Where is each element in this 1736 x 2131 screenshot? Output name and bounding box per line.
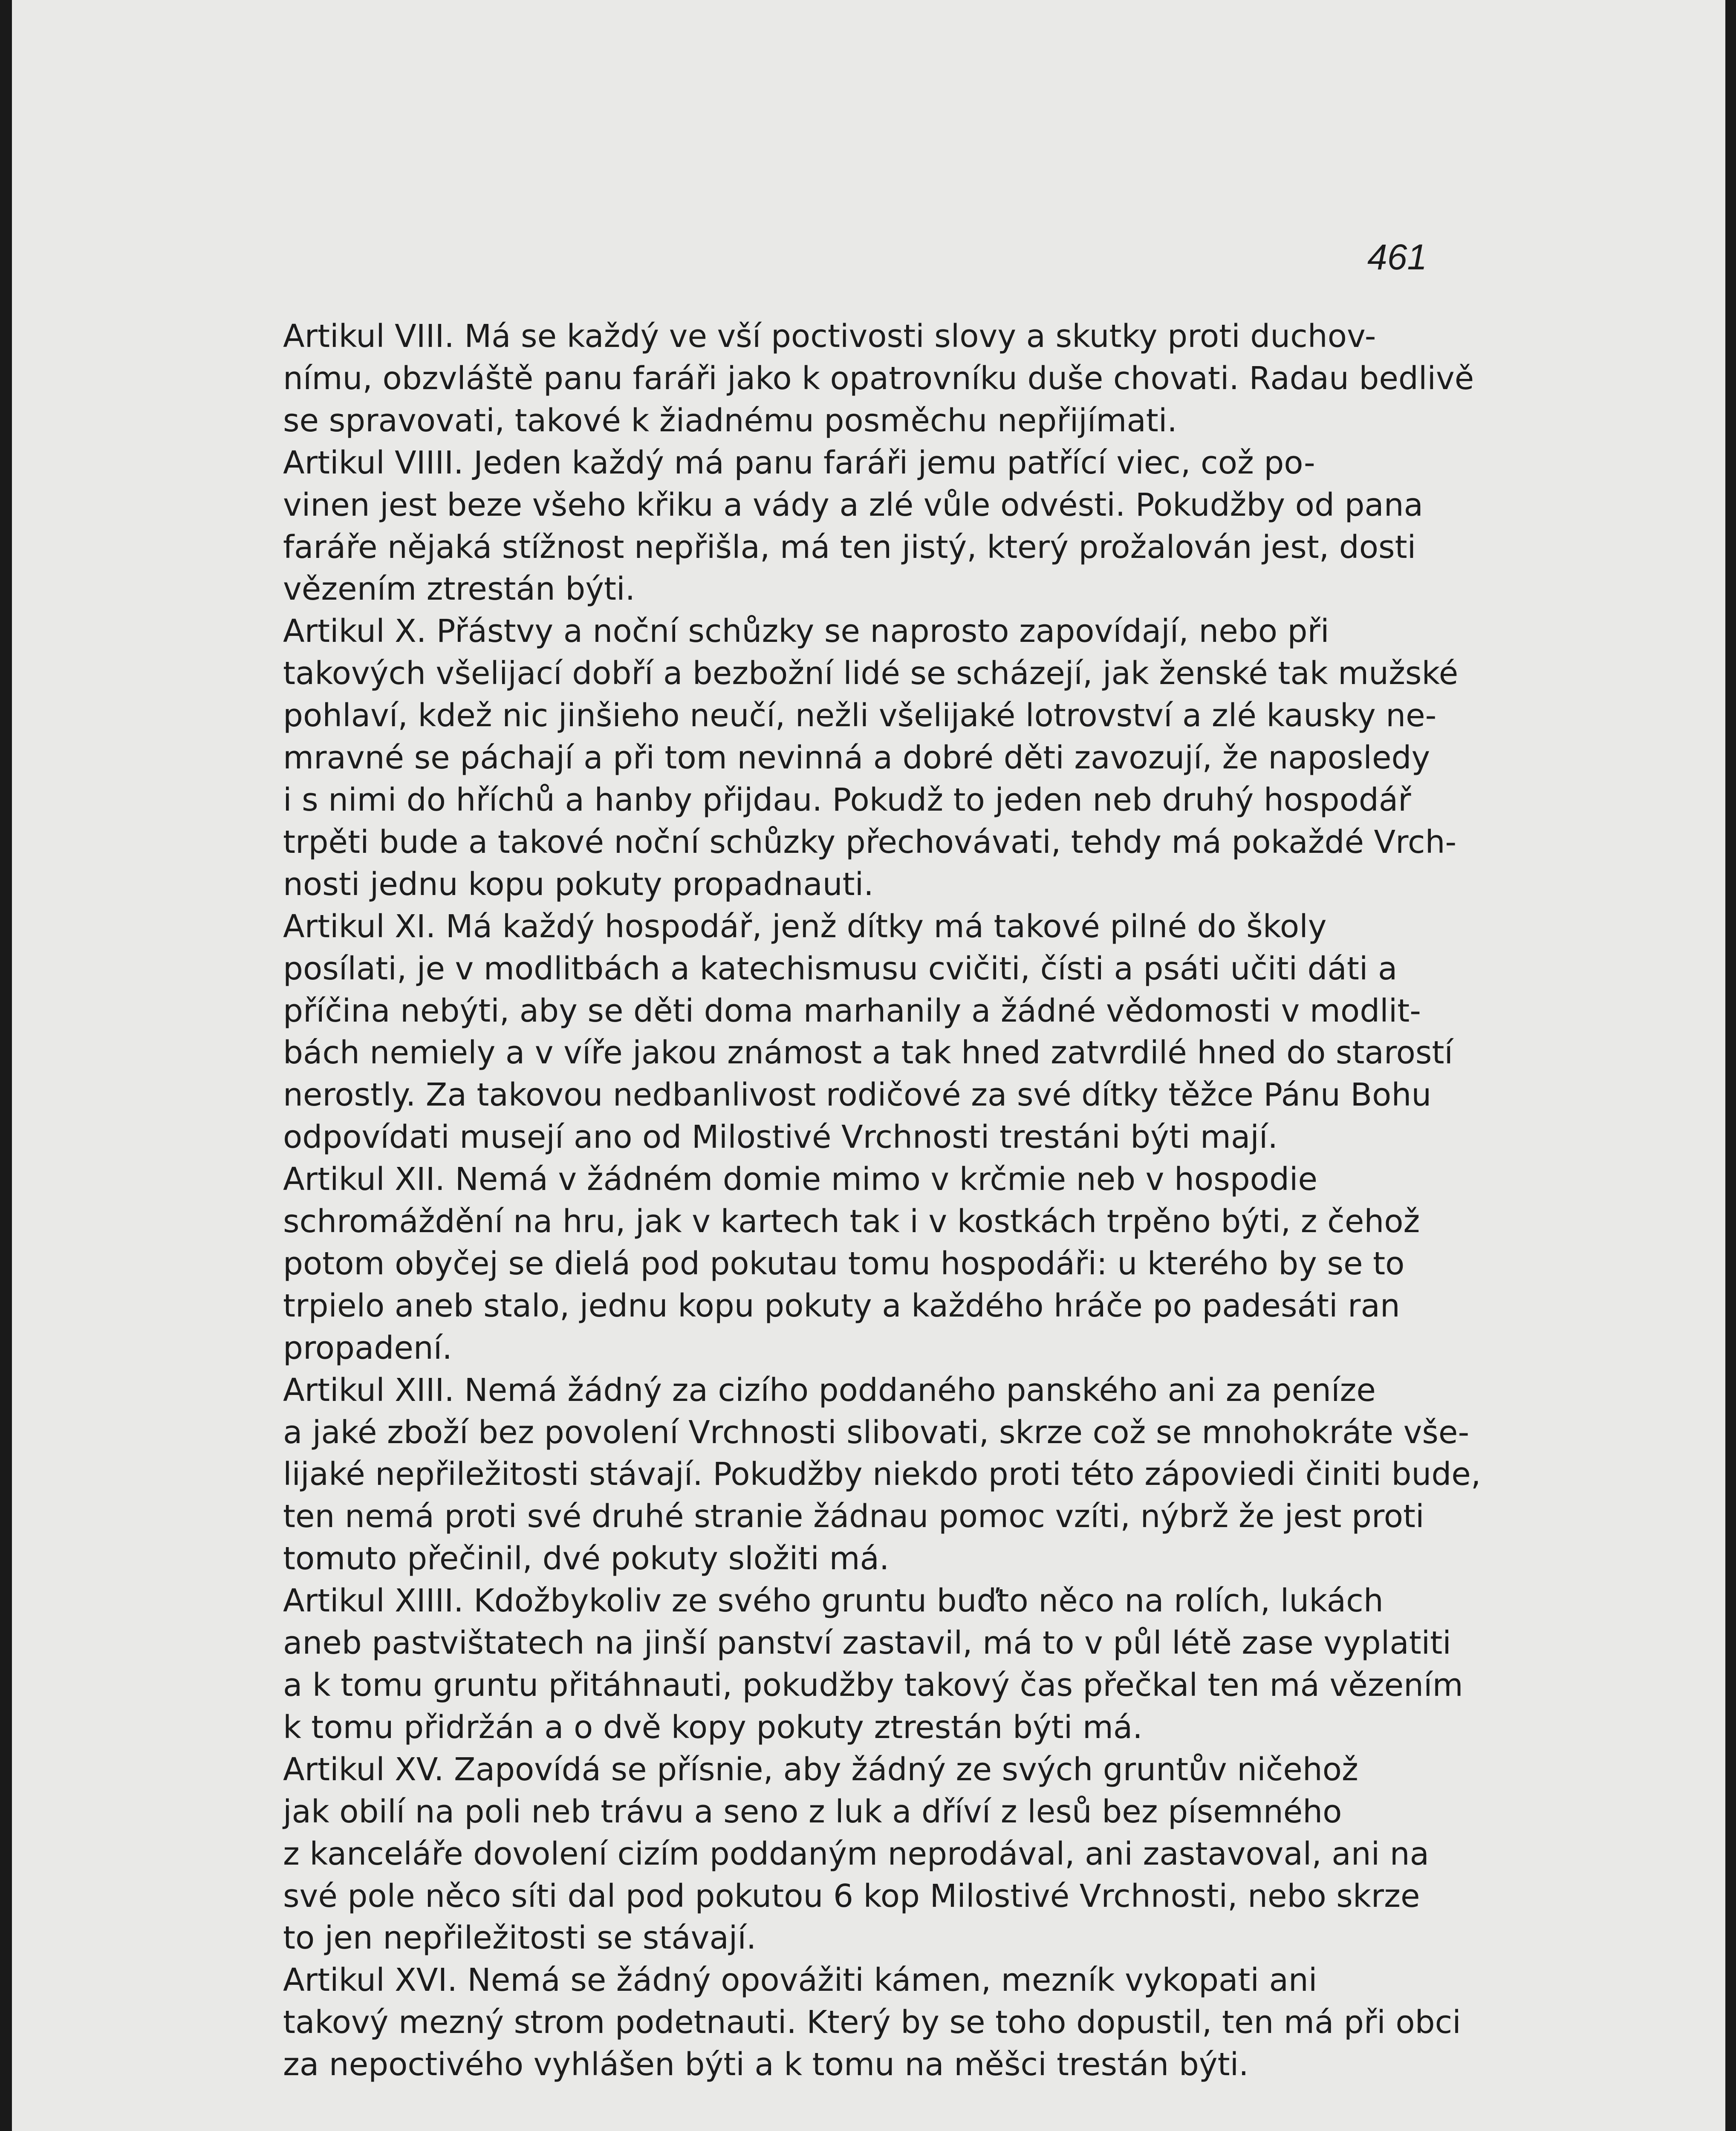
article-9 bbox=[199, 442, 1422, 611]
text-line: takových všelijací dobří a bezbožní lidé se scházejí, jak ženské tak mužské bbox=[283, 655, 1459, 692]
text-line: nerostly. Za takovou nedbanlivost rodičové za své dítky těžce Pánu Bohu bbox=[283, 1077, 1432, 1114]
text-line: Artikul XIII. Nemá žádný za cizího poddaného panského ani za peníze bbox=[283, 1372, 1376, 1409]
text-line: lijaké nepřiležitosti stávají. Pokudžby niekdo proti této zápoviedi činiti bude, bbox=[283, 1456, 1481, 1493]
article-16 bbox=[199, 1959, 1461, 2086]
text-line: k tomu přidržán a o dvě kopy pokuty ztrestán býti má. bbox=[283, 1709, 1143, 1746]
text-line: nosti jednu kopu pokuty propadnauti. bbox=[283, 866, 874, 903]
text-line: i s nimi do hříchů a hanby přijdau. Pokudž to jeden neb druhý hospodář bbox=[283, 781, 1411, 818]
text-line: takový mezný strom podetnauti. Který by se toho dopustil, ten má při obci bbox=[283, 2004, 1461, 2041]
text-line: Artikul XI. Má každý hospodář, jenž dítky má takové pilné do školy bbox=[283, 908, 1327, 945]
page-number: 461 bbox=[1367, 237, 1427, 277]
text-line: Artikul XIIII. Kdožbykoliv ze svého gruntu buďto něco na rolích, lukách bbox=[283, 1582, 1384, 1620]
text-line: příčina nebýti, aby se děti doma marhanily a žádné vědomosti v modlit- bbox=[283, 992, 1421, 1029]
text-line: a jaké zboží bez povolení Vrchnosti slibovati, skrze což se mnohokráte vše- bbox=[283, 1414, 1470, 1451]
article-14 bbox=[199, 1580, 1463, 1749]
text-line: se spravovati, takové k žiadnému posměchu nepřijímati. bbox=[283, 402, 1177, 439]
text-line: bách nemiely a v víře jakou známost a tak hned zatvrdilé hned do starostí bbox=[283, 1034, 1453, 1071]
text-line: své pole něco síti dal pod pokutou 6 kop Milostivé Vrchnosti, nebo skrze bbox=[283, 1877, 1420, 1914]
text-line: jak obilí na poli neb trávu a seno z luk a dříví z lesů bez písemného bbox=[283, 1793, 1342, 1830]
text-line: za nepoctivého vyhlášen býti a k tomu na měšci trestán býti. bbox=[283, 2046, 1249, 2083]
book-page bbox=[12, 0, 1725, 2131]
text-line: odpovídati musejí ano od Milostivé Vrchnosti trestáni býti mají. bbox=[283, 1119, 1278, 1156]
text-line: posílati, je v modlitbách a katechismusu cvičiti, čísti a psáti učiti dáti a bbox=[283, 950, 1398, 987]
text-line: z kanceláře dovolení cizím poddaným neprodával, ani zastavoval, ani na bbox=[283, 1835, 1429, 1872]
text-line: potom obyčej se dielá pod pokutau tomu hospodáři: u kterého by se to bbox=[283, 1245, 1405, 1282]
text-line: vinen jest beze všeho křiku a vády a zlé vůle odvésti. Pokudžby od pana bbox=[283, 486, 1424, 523]
text-line: Artikul X. Přástvy a noční schůzky se naprosto zapovídají, nebo při bbox=[283, 613, 1329, 650]
article-8 bbox=[199, 315, 1474, 442]
text-line: faráře nějaká stížnost nepřišla, má ten jistý, který prožalován jest, dosti bbox=[283, 528, 1416, 566]
article-13 bbox=[199, 1369, 1481, 1580]
text-line: tomuto přečinil, dvé pokuty složiti má. bbox=[283, 1540, 890, 1577]
text-line: Artikul VIII. Má se každý ve vší poctivosti slovy a skutky proti duchov- bbox=[283, 318, 1376, 355]
text-line: vězením ztrestán býti. bbox=[283, 571, 635, 608]
text-line: pohlaví, kdež nic jinšieho neučí, nežli všelijaké lotrovství a zlé kausky ne- bbox=[283, 697, 1437, 734]
article-11 bbox=[199, 906, 1453, 1158]
text-line: Artikul VIIII. Jeden každý má panu faráři jemu patřící viec, což po- bbox=[283, 444, 1315, 481]
text-line: nímu, obzvláště panu faráři jako k opatrovníku duše chovati. Radau bedlivě bbox=[283, 360, 1474, 397]
article-12 bbox=[199, 1158, 1422, 1369]
text-line: Artikul XVI. Nemá se žádný opovážiti kámen, mezník vykopati ani bbox=[283, 1962, 1317, 1999]
text-line: ten nemá proti své druhé stranie žádnau pomoc vzíti, nýbrž že jest proti bbox=[283, 1498, 1424, 1535]
text-line: propadení. bbox=[283, 1329, 452, 1366]
text-line: to jen nepřiležitosti se stávají. bbox=[283, 1920, 757, 1957]
article-15 bbox=[199, 1749, 1429, 1960]
page-body bbox=[199, 315, 1481, 2086]
text-line: schromáždění na hru, jak v kartech tak i v kostkách trpěno býti, z čehož bbox=[283, 1203, 1420, 1240]
text-line: Artikul XV. Zapovídá se přísnie, aby žádný ze svých gruntův ničehož bbox=[283, 1751, 1358, 1788]
article-10 bbox=[199, 610, 1459, 905]
text-line: Artikul XII. Nemá v žádném domie mimo v krčmie neb v hospodie bbox=[283, 1161, 1318, 1198]
text-line: aneb pastvištatech na jinší panství zastavil, má to v půl létě zase vyplatiti bbox=[283, 1625, 1451, 1662]
text-line: trpielo aneb stalo, jednu kopu pokuty a každého hráče po padesáti ran bbox=[283, 1287, 1400, 1324]
text-line: mravné se páchají a při tom nevinná a dobré děti zavozují, že naposledy bbox=[283, 739, 1430, 777]
text-line: a k tomu gruntu přitáhnauti, pokudžby takový čas přečkal ten má vězením bbox=[283, 1667, 1463, 1704]
text-line: trpěti bude a takové noční schůzky přechovávati, tehdy má pokaždé Vrch- bbox=[283, 823, 1457, 860]
